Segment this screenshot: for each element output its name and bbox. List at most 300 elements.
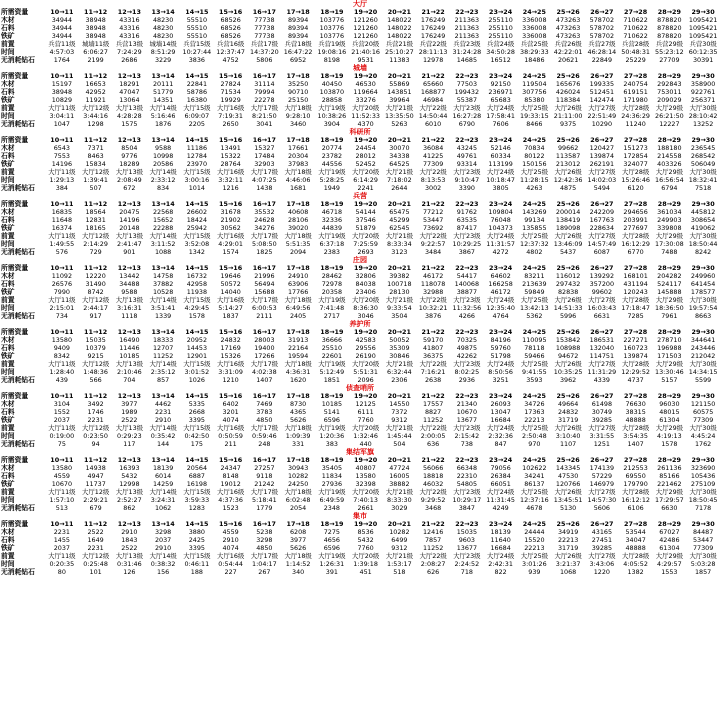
table-cell: 1843 bbox=[121, 536, 138, 544]
table-row bbox=[0, 304, 720, 312]
table-cell: 大厅12级 bbox=[81, 360, 110, 368]
table-cell: 31913 bbox=[287, 336, 309, 344]
table-cell: 12:37:16 bbox=[520, 496, 549, 504]
table-cell: 58786 bbox=[186, 88, 208, 96]
level-column-header: 21→22 bbox=[421, 8, 445, 16]
table-cell: 大厅28级 bbox=[621, 296, 650, 304]
table-cell: 16732 bbox=[186, 272, 208, 280]
table-cell: 大厅24级 bbox=[486, 488, 515, 496]
table-cell: 1:49:55 bbox=[49, 240, 75, 248]
table-cell: 兵营19级 bbox=[318, 40, 346, 48]
table-cell: 3029 bbox=[391, 504, 408, 512]
table-cell: 16393 bbox=[119, 464, 140, 472]
table-cell: 13:30:46 bbox=[655, 368, 684, 376]
table-cell: 143851 bbox=[387, 88, 412, 96]
table-cell: 10528 bbox=[152, 288, 174, 296]
row-label: 石料 bbox=[1, 24, 15, 32]
table-cell: 2094 bbox=[289, 248, 307, 256]
table-row bbox=[0, 480, 720, 488]
table-cell: 11938 bbox=[186, 288, 208, 296]
table-cell: 1210 bbox=[222, 376, 239, 384]
table-cell: 大厅13级 bbox=[115, 552, 144, 560]
table-cell: 48888 bbox=[625, 544, 646, 552]
table-cell: 大厅13级 bbox=[115, 104, 144, 112]
table-cell: 104373 bbox=[488, 224, 513, 232]
table-cell: 大厅30级 bbox=[689, 232, 717, 240]
table-cell: 7:16:21 bbox=[420, 368, 446, 376]
table-cell: 9:33:54 bbox=[387, 304, 412, 312]
table-cell: 1220 bbox=[593, 568, 610, 576]
header-label: 所需资量 bbox=[1, 8, 29, 16]
table-cell: 大厅25级 bbox=[520, 296, 549, 304]
level-column-header: 17→18 bbox=[286, 264, 310, 272]
table-cell: 176249 bbox=[420, 32, 446, 40]
level-column-header: 17→18 bbox=[286, 392, 310, 400]
table-cell: 大厅21级 bbox=[385, 104, 414, 112]
table-cell: 4947 bbox=[87, 472, 104, 480]
table-cell: 14196 bbox=[119, 216, 140, 224]
table-cell: 59170 bbox=[422, 336, 444, 344]
table-cell: 2:35:12 bbox=[150, 368, 176, 376]
table-cell: 53447 bbox=[422, 216, 444, 224]
table-cell: 43316 bbox=[119, 32, 140, 40]
table-cell: 大厅22级 bbox=[419, 296, 447, 304]
table-cell: 63906 bbox=[287, 280, 309, 288]
table-row bbox=[0, 528, 720, 536]
table-cell: 57229 bbox=[591, 472, 613, 480]
row-label: 前置 bbox=[1, 360, 15, 368]
table-cell: 2:29:21 bbox=[83, 496, 108, 504]
table-cell: 32806 bbox=[355, 272, 376, 280]
table-cell: 大厅28级 bbox=[621, 104, 650, 112]
table-cell: 大厅28级 bbox=[621, 488, 650, 496]
table-cell: 94672 bbox=[557, 352, 579, 360]
table-cell: 2:41:47 bbox=[117, 240, 142, 248]
table-cell: 14:57:49 bbox=[587, 240, 617, 248]
level-column-header: 22→23 bbox=[455, 200, 479, 208]
table-cell: 11:31:45 bbox=[486, 496, 515, 504]
table-cell: 59849 bbox=[524, 288, 545, 296]
table-cell: 1857 bbox=[694, 568, 712, 576]
table-cell: 76630 bbox=[625, 400, 646, 408]
level-column-header: 15→16 bbox=[219, 136, 243, 144]
table-cell: 大厅17级 bbox=[250, 424, 279, 432]
table-cell: 55510 bbox=[186, 32, 208, 40]
table-cell: 大厅12级 bbox=[81, 104, 110, 112]
table-cell: 3880 bbox=[188, 528, 205, 536]
table-cell: 29556 bbox=[355, 344, 376, 352]
table-cell: 21996 bbox=[254, 272, 275, 280]
row-label: 前置 bbox=[1, 104, 15, 112]
table-cell: 3:31:09 bbox=[218, 368, 243, 376]
table-cell: 65683 bbox=[490, 96, 511, 104]
level-column-header: 18→19 bbox=[320, 456, 344, 464]
table-cell: 734 bbox=[55, 312, 68, 320]
table-cell: 16:12:12 bbox=[621, 496, 650, 504]
table-cell: 1107 bbox=[559, 440, 577, 448]
table-cell: 大厅15级 bbox=[183, 232, 211, 240]
row-label: 铁矿 bbox=[1, 352, 15, 360]
table-cell: 15322 bbox=[220, 152, 241, 160]
table-cell: 3962 bbox=[559, 376, 577, 384]
table-cell: 6:14:29 bbox=[353, 176, 378, 184]
table-row bbox=[0, 216, 720, 224]
table-cell: 89394 bbox=[287, 16, 309, 24]
table-row bbox=[0, 144, 720, 152]
table-cell: 878820 bbox=[657, 24, 682, 32]
level-column-header: 18→19 bbox=[320, 8, 344, 16]
level-column-header: 11→12 bbox=[84, 72, 108, 80]
table-row bbox=[0, 312, 720, 320]
table-cell: 大厅17级 bbox=[250, 296, 279, 304]
table-cell: 大厅29级 bbox=[655, 104, 684, 112]
level-column-header: 12→13 bbox=[117, 456, 141, 464]
table-cell: 大厅17级 bbox=[250, 232, 279, 240]
level-column-header: 21→22 bbox=[421, 328, 445, 336]
table-cell: 兵营29级 bbox=[655, 40, 684, 48]
level-column-header: 24→25 bbox=[522, 264, 546, 272]
table-row bbox=[0, 120, 720, 128]
table-cell: 10:27:44 bbox=[182, 48, 212, 56]
table-cell: 261136 bbox=[657, 464, 682, 472]
table-cell: 4263 bbox=[526, 184, 543, 192]
table-cell: 55:23:12 bbox=[655, 48, 684, 56]
table-cell: 31719 bbox=[557, 416, 579, 424]
table-cell: 大厅20级 bbox=[351, 360, 380, 368]
table-cell: 1:45:44 bbox=[387, 432, 412, 440]
table-cell: 4:29:01 bbox=[218, 240, 243, 248]
table-cell: 13:46:09 bbox=[553, 240, 583, 248]
level-column-header: 20→21 bbox=[387, 8, 411, 16]
table-cell: 2910 bbox=[154, 416, 172, 424]
table-cell: 94 bbox=[91, 440, 100, 448]
table-cell: 大厅23级 bbox=[453, 104, 481, 112]
level-column-header: 27→28 bbox=[624, 8, 648, 16]
table-cell: 兵营11级 bbox=[48, 40, 76, 48]
table-cell: 10670 bbox=[456, 408, 478, 416]
table-cell: 473263 bbox=[555, 32, 581, 40]
table-cell: 30943 bbox=[287, 464, 309, 472]
table-cell: 524117 bbox=[657, 280, 682, 288]
table-cell: 39020 bbox=[287, 224, 309, 232]
table-cell: 1095421 bbox=[688, 32, 718, 40]
table-cell: 578702 bbox=[589, 24, 615, 32]
table-cell: 24454 bbox=[355, 144, 376, 152]
table-cell: 3:04:11 bbox=[49, 112, 75, 120]
table-cell: 2096 bbox=[357, 376, 374, 384]
table-cell: 9531 bbox=[357, 56, 374, 64]
table-cell: 5362 bbox=[526, 312, 543, 320]
level-column-header: 26→27 bbox=[590, 456, 614, 464]
table-cell: 21340 bbox=[456, 400, 478, 408]
table-cell: 718 bbox=[460, 568, 473, 576]
table-cell: 17557 bbox=[422, 400, 444, 408]
table-cell: 294656 bbox=[623, 208, 648, 216]
table-cell: 1:32:46 bbox=[353, 432, 378, 440]
table-cell: 323690 bbox=[690, 464, 716, 472]
table-cell: 大厅21级 bbox=[385, 168, 414, 176]
table-cell: 8148 bbox=[222, 472, 239, 480]
table-cell: 大厅20级 bbox=[351, 232, 380, 240]
table-cell: 7553 bbox=[53, 152, 70, 160]
table-cell: 278710 bbox=[657, 336, 682, 344]
table-cell: 2231 bbox=[87, 544, 104, 552]
table-cell: 兵营30级 bbox=[689, 40, 717, 48]
table-cell: 31719 bbox=[557, 544, 579, 552]
table-cell: 26576 bbox=[51, 280, 73, 288]
level-column-header: 15→16 bbox=[219, 392, 243, 400]
table-cell: 7:18:02 bbox=[387, 176, 412, 184]
table-cell: 大厅19级 bbox=[318, 552, 346, 560]
table-cell: 6499 bbox=[391, 536, 408, 544]
table-cell: 3977 bbox=[121, 400, 138, 408]
table-cell: 4:19:13 bbox=[657, 432, 682, 440]
level-column-header: 18→19 bbox=[320, 72, 344, 80]
table-row bbox=[0, 104, 720, 112]
table-cell: 513 bbox=[55, 504, 68, 512]
table-cell: 34919 bbox=[557, 528, 579, 536]
table-cell: 6010 bbox=[424, 120, 442, 128]
level-column-header: 11→12 bbox=[84, 328, 108, 336]
table-cell: 1779 bbox=[256, 504, 273, 512]
table-cell: 7:40:13 bbox=[353, 496, 378, 504]
table-cell: 大厅27级 bbox=[588, 296, 616, 304]
level-column-header: 24→25 bbox=[522, 8, 546, 16]
table-cell: 1837 bbox=[222, 312, 239, 320]
section-table bbox=[0, 136, 720, 192]
table-cell: 4074 bbox=[222, 544, 239, 552]
table-row bbox=[0, 248, 720, 256]
table-cell: 48015 bbox=[659, 408, 680, 416]
table-cell: 大厅17级 bbox=[250, 168, 279, 176]
table-cell: 17661 bbox=[287, 144, 309, 152]
table-cell: 6:09:07 bbox=[184, 112, 210, 120]
row-label: 前置 bbox=[1, 296, 15, 304]
table-cell: 15197 bbox=[51, 80, 73, 88]
table-cell: 31:24:28 bbox=[452, 48, 482, 56]
table-cell: 6596 bbox=[323, 544, 340, 552]
table-cell: 兵营15级 bbox=[183, 40, 211, 48]
table-cell: 大厅16级 bbox=[216, 488, 245, 496]
table-cell: 176249 bbox=[420, 16, 446, 24]
table-cell: 30846 bbox=[389, 352, 410, 360]
table-cell: 18564 bbox=[85, 208, 106, 216]
table-cell: 大厅13级 bbox=[115, 232, 144, 240]
table-cell: 0:35:42 bbox=[150, 432, 176, 440]
table-cell: 0:46:11 bbox=[184, 560, 210, 568]
table-cell: 38948 bbox=[51, 88, 73, 96]
table-row bbox=[0, 440, 720, 448]
table-cell: 4656 bbox=[323, 536, 340, 544]
table-cell: 大厅21级 bbox=[385, 360, 414, 368]
table-cell: 70834 bbox=[524, 144, 545, 152]
table-cell: 3783 bbox=[256, 408, 273, 416]
table-cell: 兵营25级 bbox=[520, 40, 549, 48]
table-cell: 105436 bbox=[690, 472, 716, 480]
table-cell: 兵营13级 bbox=[115, 40, 144, 48]
level-column-header: 19→20 bbox=[354, 520, 378, 528]
table-cell: 大厅23级 bbox=[453, 424, 481, 432]
table-cell: 3:51:41 bbox=[150, 304, 176, 312]
table-cell: 54144 bbox=[355, 208, 376, 216]
level-column-header: 17→18 bbox=[286, 136, 310, 144]
row-label: 时间 bbox=[1, 432, 15, 440]
table-cell: 22213 bbox=[524, 416, 545, 424]
table-cell: 8:13:53 bbox=[420, 176, 446, 184]
table-cell: 69550 bbox=[625, 472, 646, 480]
level-column-header: 21→22 bbox=[421, 392, 445, 400]
row-label: 时间 bbox=[1, 48, 15, 56]
table-cell: 61304 bbox=[659, 416, 680, 424]
table-row bbox=[0, 112, 720, 120]
table-cell: 672 bbox=[123, 184, 136, 192]
table-row bbox=[0, 352, 720, 360]
table-cell: 16:56:54 bbox=[655, 176, 684, 184]
table-cell: 148022 bbox=[387, 32, 412, 40]
table-cell: 1:09:39 bbox=[285, 432, 311, 440]
table-cell: 403326 bbox=[657, 160, 682, 168]
section-title: 城墙 bbox=[353, 64, 367, 72]
table-cell: 34047 bbox=[625, 536, 646, 544]
table-cell: 507 bbox=[89, 184, 102, 192]
table-cell: 834 bbox=[157, 184, 170, 192]
table-cell: 4365 bbox=[289, 408, 307, 416]
table-cell: 34488 bbox=[119, 280, 140, 288]
table-cell: 27709 bbox=[659, 56, 680, 64]
table-cell: 847 bbox=[494, 440, 507, 448]
table-cell: 3805 bbox=[492, 184, 509, 192]
row-label: 无消耗钻石 bbox=[1, 376, 35, 384]
table-cell: 18:50:44 bbox=[688, 240, 718, 248]
table-cell: 11:31:57 bbox=[486, 240, 515, 248]
table-cell: 大厅21级 bbox=[385, 296, 414, 304]
table-cell: 114751 bbox=[589, 352, 615, 360]
table-cell: 39964 bbox=[389, 96, 410, 104]
table-cell: 15035 bbox=[456, 528, 478, 536]
table-cell: 357200 bbox=[589, 280, 615, 288]
table-cell: 0:38:32 bbox=[150, 560, 176, 568]
level-column-header: 16→17 bbox=[252, 72, 276, 80]
table-cell: 101 bbox=[89, 568, 102, 576]
table-cell: 344641 bbox=[690, 336, 716, 344]
level-column-header: 19→20 bbox=[354, 8, 378, 16]
table-cell: 77309 bbox=[692, 416, 714, 424]
table-cell: 970 bbox=[528, 440, 541, 448]
table-cell: 3836 bbox=[188, 56, 205, 64]
table-cell: 26093 bbox=[490, 400, 511, 408]
level-column-header: 29→30 bbox=[691, 520, 715, 528]
table-cell: 148022 bbox=[387, 16, 412, 24]
table-cell: 13442 bbox=[119, 272, 140, 280]
table-cell: 大厅29级 bbox=[655, 168, 684, 176]
table-cell: 27451 bbox=[591, 536, 613, 544]
table-cell: 5432 bbox=[121, 472, 138, 480]
table-cell: 大厅15级 bbox=[183, 168, 211, 176]
table-cell: 11737 bbox=[85, 480, 106, 488]
table-cell: 12:37:47 bbox=[216, 48, 245, 56]
table-cell: 38882 bbox=[389, 480, 410, 488]
table-cell: 200014 bbox=[555, 208, 581, 216]
table-cell: 91762 bbox=[456, 208, 478, 216]
level-column-header: 24→25 bbox=[522, 520, 546, 528]
table-cell: 71534 bbox=[220, 88, 241, 96]
table-row bbox=[0, 416, 720, 424]
header-row bbox=[0, 456, 720, 464]
table-cell: 77738 bbox=[254, 32, 275, 40]
table-cell: 641454 bbox=[690, 280, 716, 288]
row-label: 无消耗钻石 bbox=[1, 56, 35, 64]
table-cell: 55510 bbox=[186, 16, 208, 24]
table-cell: 39382 bbox=[389, 272, 410, 280]
header-row bbox=[0, 264, 720, 272]
table-cell: 7990 bbox=[53, 288, 70, 296]
table-cell: 7518 bbox=[694, 184, 712, 192]
table-cell: 大厅24级 bbox=[486, 424, 515, 432]
table-cell: 大厅28级 bbox=[621, 424, 650, 432]
level-column-header: 28→29 bbox=[657, 8, 681, 16]
table-cell: 16:12:29 bbox=[621, 240, 650, 248]
table-cell: 211363 bbox=[454, 16, 480, 24]
table-cell: 51798 bbox=[490, 352, 511, 360]
table-cell: 28106 bbox=[287, 216, 309, 224]
table-cell: 11:31:29 bbox=[587, 368, 617, 376]
table-cell: 139874 bbox=[623, 352, 648, 360]
table-cell: 16490 bbox=[119, 336, 140, 344]
table-cell: 51779 bbox=[152, 88, 174, 96]
table-cell: 1342 bbox=[188, 248, 205, 256]
level-column-header: 28→29 bbox=[657, 264, 681, 272]
table-cell: 17266 bbox=[254, 352, 275, 360]
table-cell: 大厅11级 bbox=[48, 104, 76, 112]
table-cell: 大厅23级 bbox=[453, 296, 481, 304]
table-cell: 4:46:06 bbox=[285, 176, 311, 184]
table-cell: 大厅18级 bbox=[284, 424, 312, 432]
table-cell: 2522 bbox=[121, 416, 138, 424]
table-cell: 大厅30级 bbox=[689, 424, 717, 432]
table-cell: 1:57:10 bbox=[49, 496, 75, 504]
table-cell: 5432 bbox=[357, 536, 374, 544]
table-cell: 11834 bbox=[321, 472, 343, 480]
table-cell: 473263 bbox=[555, 24, 581, 32]
level-column-header: 19→20 bbox=[354, 264, 378, 272]
table-cell: 大厅16级 bbox=[216, 296, 245, 304]
table-cell: 39285 bbox=[591, 544, 613, 552]
table-cell: 47047 bbox=[119, 88, 140, 96]
table-cell: 77738 bbox=[254, 24, 275, 32]
table-cell: 49761 bbox=[456, 152, 478, 160]
table-cell: 大厅25级 bbox=[520, 168, 549, 176]
table-cell: 大厅29级 bbox=[655, 232, 684, 240]
table-cell: 11921 bbox=[85, 96, 106, 104]
table-cell: 大厅26级 bbox=[554, 424, 582, 432]
table-cell: 1949 bbox=[323, 184, 340, 192]
row-label: 无消耗钻石 bbox=[1, 312, 35, 320]
table-cell: 11252 bbox=[422, 416, 444, 424]
table-cell: 171503 bbox=[657, 352, 682, 360]
table-cell: 3:59:33 bbox=[184, 496, 210, 504]
table-row bbox=[0, 464, 720, 472]
table-cell: 445812 bbox=[690, 208, 716, 216]
table-cell: 大厅22级 bbox=[419, 488, 447, 496]
table-cell: 大厅12级 bbox=[81, 552, 110, 560]
table-cell: 1455 bbox=[53, 536, 70, 544]
table-cell: 5996 bbox=[559, 312, 577, 320]
table-cell: 64602 bbox=[490, 272, 511, 280]
table-cell: 1095421 bbox=[688, 24, 718, 32]
table-cell: 13677 bbox=[456, 416, 478, 424]
level-column-header: 12→13 bbox=[117, 392, 141, 400]
table-cell: 126 bbox=[123, 568, 136, 576]
